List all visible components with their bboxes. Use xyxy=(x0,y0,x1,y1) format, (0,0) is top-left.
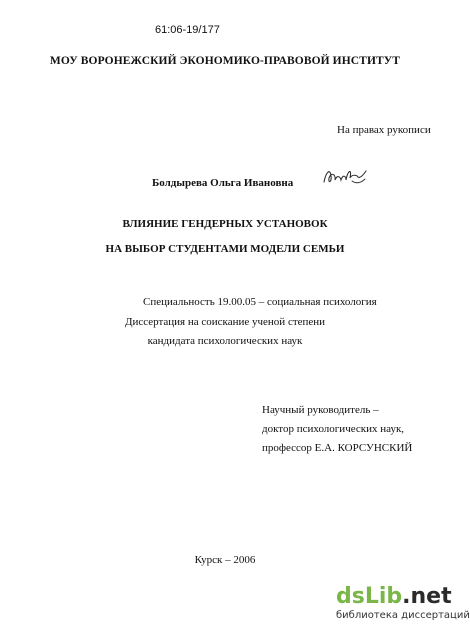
logo-part-2: .net xyxy=(402,584,452,609)
supervisor-line-1: Научный руководитель – xyxy=(262,404,379,416)
city-year: Курск – 2006 xyxy=(194,554,256,566)
watermark-logo xyxy=(336,584,452,609)
title-line-2: НА ВЫБОР СТУДЕНТАМИ МОДЕЛИ СЕМЬИ xyxy=(105,243,345,255)
logo-part-1: dsLib xyxy=(336,584,403,609)
specialty: Специальность 19.00.05 – социальная психология xyxy=(143,296,377,308)
rights-note: На правах рукописи xyxy=(337,124,431,136)
watermark-subtitle: библиотека диссертаций xyxy=(336,610,470,621)
supervisor-line-3: профессор Е.А. КОРСУНСКИЙ xyxy=(262,442,413,454)
watermark[interactable] xyxy=(336,584,470,622)
archive-code: 61:06-19/177 xyxy=(155,24,220,36)
title-line-1: ВЛИЯНИЕ ГЕНДЕРНЫХ УСТАНОВОК xyxy=(122,218,328,230)
handwritten-signature xyxy=(322,162,368,190)
institute-name: МОУ ВОРОНЕЖСКИЙ ЭКОНОМИКО-ПРАВОВОЙ ИНСТИТУТ xyxy=(49,55,401,67)
supervisor-line-2: доктор психологических наук, xyxy=(262,423,405,435)
dissertation-line-2: кандидата психологических наук xyxy=(147,335,303,347)
author-name: Болдырева Ольга Ивановна xyxy=(152,177,294,189)
dissertation-line-1: Диссертация на соискание ученой степени xyxy=(124,316,326,328)
